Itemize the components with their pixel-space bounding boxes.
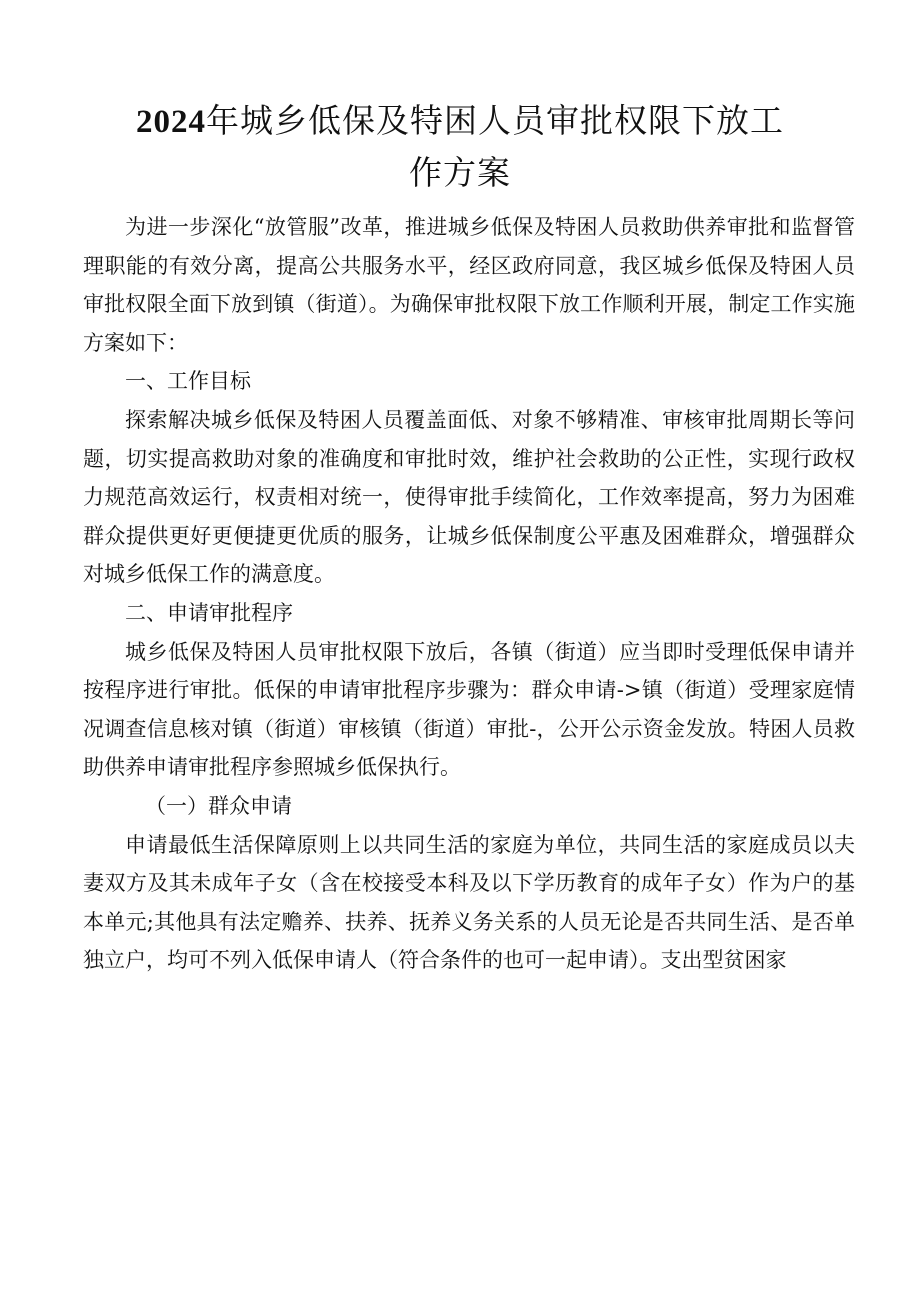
document-title-line-1 xyxy=(100,101,820,140)
document-body xyxy=(83,208,855,980)
section-heading-approval-procedure: 二、申请审批程序 xyxy=(125,600,293,625)
subsection-heading-public-application: （一）群众申请 xyxy=(145,793,292,818)
intro-paragraph: 为进一步深化“放管服”改革，推进城乡低保及特困人员救助供养审批和监督管理职能的有效分离，提高公共服务水平，经区政府同意，我区城乡低保及特困人员审批权限全面下放到镇（街道）。为确保审批权限下放工作顺利开展，制定工作实施方案如下： xyxy=(83,215,855,355)
section-heading-work-goal: 一、工作目标 xyxy=(125,369,251,394)
title-text: 年城乡低保及特困人员审批权限下放工 xyxy=(206,101,784,140)
document-title-line-2: 作方案 xyxy=(409,153,511,192)
public-application-paragraph: 申请最低生活保障原则上以共同生活的家庭为单位，共同生活的家庭成员以夫妻双方及其未成年子女（含在校接受本科及以下学历教育的成年子女）作为户的基本单元;其他具有法定赡养、扶养、抚养义务关系的人员无论是否共同生活、是否单独立户，均可不列入低保申请人（符合条件的也可一起申请）。支出型贫困家 xyxy=(83,832,855,973)
work-goal-paragraph: 探索解决城乡低保及特困人员覆盖面低、对象不够精准、审核审批周期长等问题，切实提高救助对象的准确度和审批时效，维护社会救助的公正性，实现行政权力规范高效运行，权责相对统一，使得审批手续简化，工作效率提高，努力为困难群众提供更好更便捷更优质的服务，让城乡低保制度公平惠及困难群众，增强群众对城乡低保工作的满意度。 xyxy=(83,407,855,587)
title-year: 2024 xyxy=(136,104,206,140)
approval-procedure-paragraph: 城乡低保及特困人员审批权限下放后，各镇（街道）应当即时受理低保申请并按程序进行审批。低保的申请审批程序步骤为：群众申请->镇（街道）受理家庭情况调查信息核对镇（街道）审核镇（街道）审批-，公开公示资金发放。特困人员救助供养申请审批程序参照城乡低保执行。 xyxy=(83,639,855,780)
